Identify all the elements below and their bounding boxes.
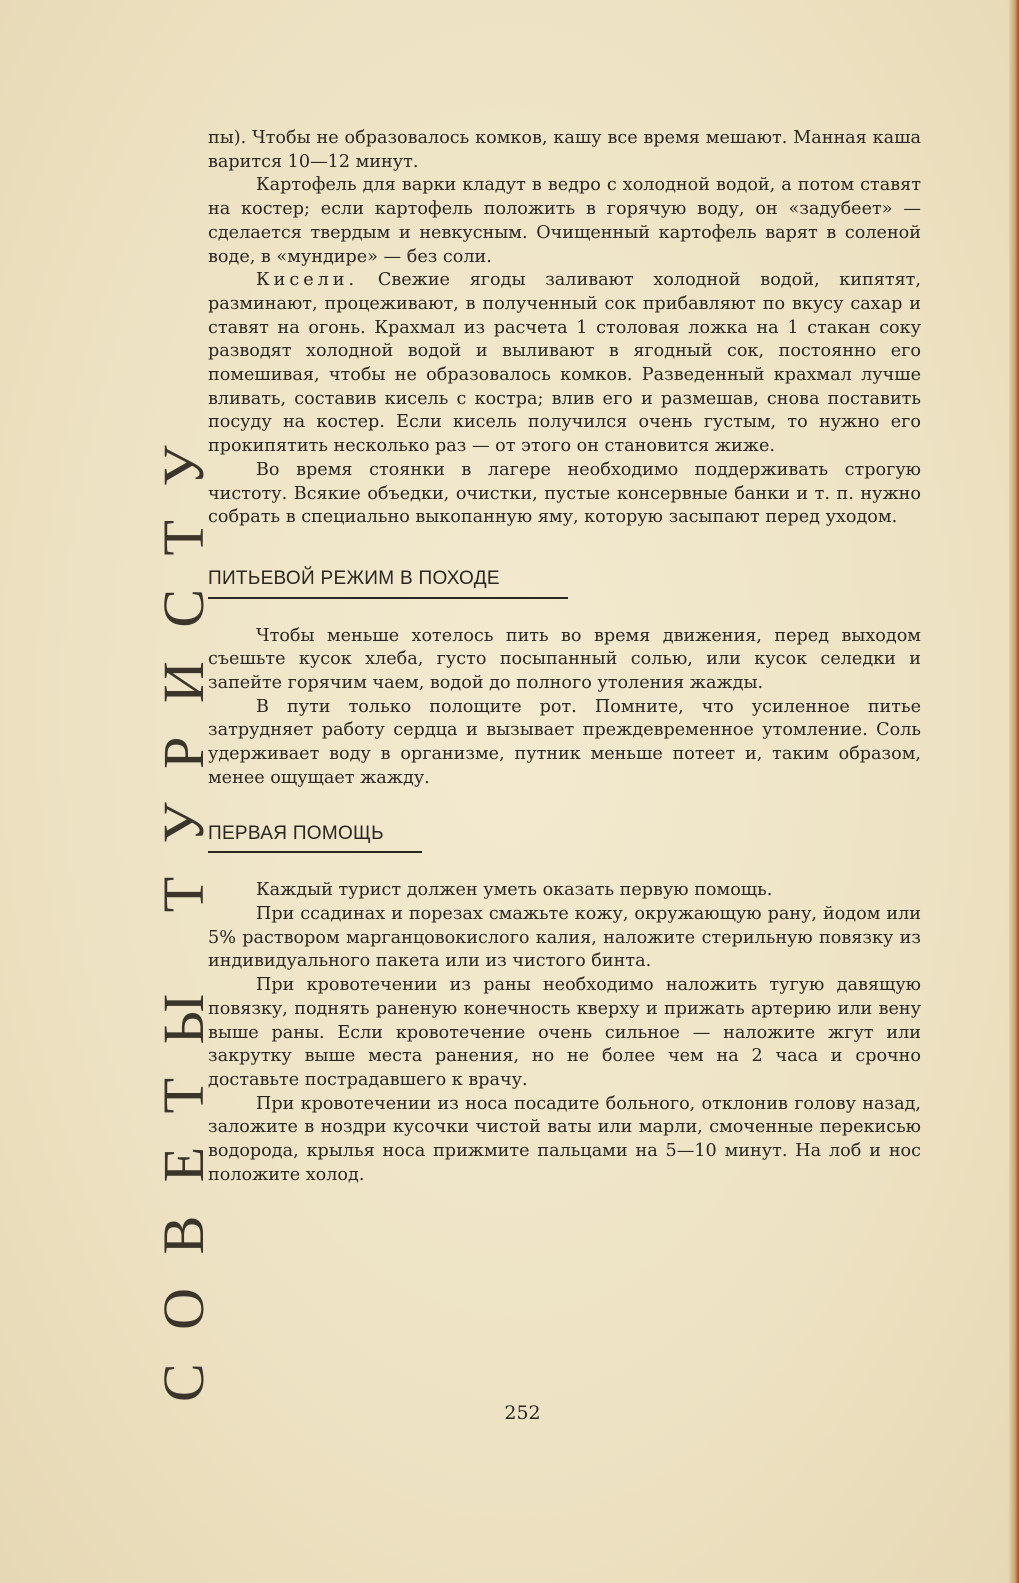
vertical-section-title: СОВЕТЫ ТУРИСТУ xyxy=(151,411,216,1402)
page-edge xyxy=(1009,0,1019,1583)
main-text xyxy=(208,127,921,1187)
paragraph: При ссадинах и порезах смажьте кожу, окружающую рану, йодом или 5% раствором марганцовокислого калия, наложите стерильную повязку из индивидуального пакета или из чистого бинта. xyxy=(208,903,921,972)
paragraph-text: Свежие ягоды заливают холодной водой, кипятят, разминают, процеживают, в полученный сок прибавляют по вкусу сахар и ставят на огонь. Крахмал из расчета 1 столовая ложка на 1 стакан соку разводят холодной водой и выливают в ягодный сок, постоянно его помешивая, чтобы не образовалось комков. Разведенный крахмал лучше вливать, составив кисель с костра; влив его и размешав, снова поставить посуду на костер. Если кисель получился очень густым, то нужно его прокипятить несколько раз — от этого он становится жиже. xyxy=(208,270,921,457)
kiseli-label: Кисели. xyxy=(256,270,359,291)
paragraph: Чтобы меньше хотелось пить во время движения, перед выходом съешьте кусок хлеба, густо посыпанный солью, или кусок селедки и запейте горячим чаем, водой до полного утоления жажды. xyxy=(208,625,921,694)
paragraph: При кровотечении из носа посадите больного, отклонив голову назад, заложите в ноздри кусочки чистой ваты или марли, смоченные перекисью водорода, крылья носа прижмите пальцами на 5—10 минут. На лоб и нос положите холод. xyxy=(208,1093,921,1185)
paragraph: Во время стоянки в лагере необходимо поддерживать строгую чистоту. Всякие объедки, очистки, пустые консервные банки и т. п. нужно собрать в специально выкопанную яму, которую засыпают перед уходом. xyxy=(208,459,921,528)
section-heading-drinking: ПИТЬЕВОЙ РЕЖИМ В ПОХОДЕ xyxy=(208,567,568,599)
section-heading-wrap xyxy=(208,822,921,854)
page-number: 252 xyxy=(504,1402,541,1424)
paragraph: Картофель для варки кладут в ведро с холодной водой, а потом ставят на костер; если картофель положить в горячую воду, он «задубеет» — сделается твердым и невкусным. Очищенный картофель варят в соленой воде, в «мундире» — без соли. xyxy=(208,175,921,267)
paragraph: пы). Чтобы не образовалось комков, кашу все время мешают. Манная каша варится 10—12 минут. xyxy=(208,128,921,172)
paragraph: В пути только полощите рот. Помните, что усиленное питье затрудняет работу сердца и вызывает преждевременное утомление. Соль удерживает воду в организме, путник меньше потеет и, таким образом, менее ощущает жажду. xyxy=(208,696,921,788)
paragraph xyxy=(208,269,921,459)
section-heading-first-aid: ПЕРВАЯ ПОМОЩЬ xyxy=(208,822,422,854)
section-heading-wrap xyxy=(208,567,921,599)
paragraph: При кровотечении из раны необходимо наложить тугую давящую повязку, поднять раненую конечность кверху и прижать артерию или вену выше раны. Если кровотечение очень сильное — наложите жгут или закрутку выше места ранения, но не более чем на 2 часа и срочно доставьте пострадавшего к врачу. xyxy=(208,975,921,1090)
paragraph: Каждый турист должен уметь оказать первую помощь. xyxy=(256,880,773,901)
